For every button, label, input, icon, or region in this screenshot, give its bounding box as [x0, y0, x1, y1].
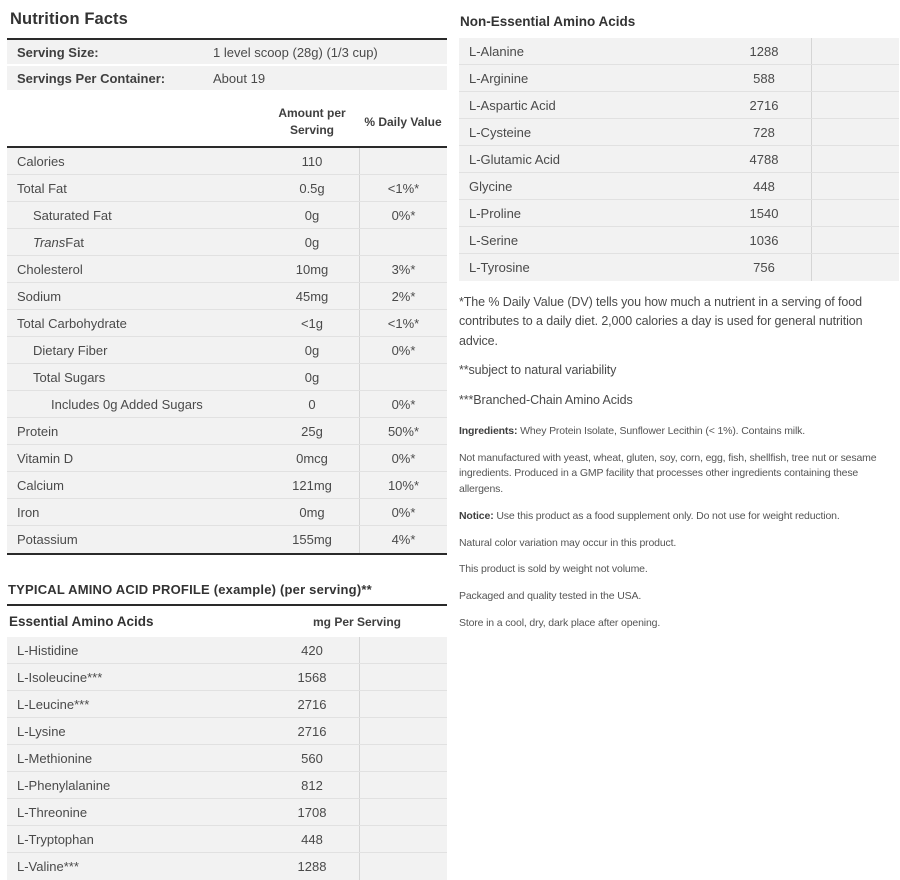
- storage-note: Store in a cool, dry, dark place after opening.: [459, 616, 661, 629]
- nutrient-amount: 0mg: [299, 504, 325, 520]
- nutrient-daily-value: 10%*: [359, 472, 447, 498]
- sold-by-weight-note: This product is sold by weight not volume.: [459, 563, 648, 576]
- nutrient-daily-value: 0%*: [359, 499, 447, 525]
- smallprint-section: [459, 424, 899, 632]
- nutrition-table-row: [7, 418, 447, 445]
- amino-acid-label: L-Phenylalanine: [17, 777, 111, 793]
- amino-acid-empty-cell: [811, 146, 899, 172]
- amino-acid-amount: 756: [753, 260, 775, 275]
- nutrient-label: Calories: [17, 153, 65, 169]
- non-essential-amino-row: [459, 254, 899, 281]
- essential-amino-header: Essential Amino Acids: [9, 614, 154, 629]
- amino-acid-empty-cell: [359, 799, 447, 825]
- packaged-usa-note: Packaged and quality tested in the USA.: [459, 590, 642, 603]
- nutrient-amount: 0g: [304, 234, 320, 250]
- nutrient-amount: 0g: [304, 207, 320, 223]
- amino-acid-amount: 560: [301, 750, 323, 766]
- amino-acid-empty-cell: [811, 92, 899, 118]
- nutrient-daily-value: 50%*: [359, 418, 447, 444]
- essential-amino-table: [7, 637, 447, 880]
- nutrient-daily-value: [359, 229, 447, 255]
- nutrient-daily-value: 2%*: [359, 283, 447, 309]
- non-essential-panel: [459, 8, 899, 880]
- essential-amino-row: [7, 826, 447, 853]
- essential-amino-header-row: [7, 606, 447, 637]
- nutrient-amount: 0.5g: [299, 180, 325, 196]
- amino-acid-amount: 2716: [749, 97, 779, 113]
- daily-value-footnote: *The % Daily Value (DV) tells you how much a nutrient in a serving of food contributes to a daily diet. 2,000 calories a day is used for general nutrition advice.: [459, 295, 863, 348]
- nutrient-daily-value: 4%*: [359, 526, 447, 553]
- amino-acid-label: L-Tryptophan: [17, 831, 94, 847]
- amino-acid-label: L-Alanine: [469, 43, 524, 59]
- amino-acid-amount: 420: [301, 642, 323, 658]
- nutrient-amount: 10mg: [295, 261, 329, 277]
- amino-acid-amount: 448: [301, 831, 323, 847]
- essential-amino-row: [7, 772, 447, 799]
- serving-info-value: 1 level scoop (28g) (1/3 cup): [213, 44, 378, 60]
- nutrient-amount: 0mcg: [296, 450, 328, 466]
- essential-amino-row: [7, 637, 447, 664]
- amino-acid-amount: 1708: [297, 804, 327, 820]
- notice-text: Use this product as a food supplement only. Do not use for weight reduction.: [493, 509, 840, 522]
- nutrient-daily-value: 0%*: [359, 445, 447, 471]
- amino-profile-title: TYPICAL AMINO ACID PROFILE (example) (per serving)**: [8, 582, 372, 597]
- nutrient-daily-value: 0%*: [359, 337, 447, 363]
- non-essential-amino-row: [459, 173, 899, 200]
- nutrient-label: Total Sugars: [33, 369, 106, 385]
- non-essential-amino-row: [459, 200, 899, 227]
- non-essential-amino-row: [459, 65, 899, 92]
- nutrient-label: Potassium: [17, 532, 78, 547]
- amino-acid-empty-cell: [359, 745, 447, 771]
- notice-label: Notice:: [459, 509, 494, 522]
- footnotes-section: [459, 293, 899, 410]
- amount-per-serving-header: [247, 105, 359, 140]
- amino-acid-label: L-Cysteine: [469, 124, 532, 140]
- bcaa-footnote: ***Branched-Chain Amino Acids: [459, 392, 633, 407]
- nutrient-amount: 45mg: [295, 288, 329, 304]
- amino-acid-label: L-Aspartic Acid: [469, 97, 556, 113]
- nutrition-table-row: [7, 175, 447, 202]
- amino-acid-label: L-Tyrosine: [469, 260, 530, 275]
- nutrition-table-row: [7, 202, 447, 229]
- color-variation-note: Natural color variation may occur in this product.: [459, 536, 677, 549]
- essential-amino-row: [7, 718, 447, 745]
- amino-acid-label: L-Proline: [469, 205, 522, 221]
- nutrient-daily-value: 3%*: [359, 256, 447, 282]
- amino-acid-empty-cell: [359, 691, 447, 717]
- daily-value-header: % Daily Value: [364, 115, 442, 129]
- nutrition-table-row: [7, 283, 447, 310]
- amino-acid-empty-cell: [811, 119, 899, 145]
- amino-acid-amount: 448: [753, 178, 775, 194]
- nutrient-daily-value: [359, 364, 447, 390]
- amount-per-serving-header-text: Amount per Serving: [278, 105, 346, 137]
- ingredients-text: Whey Protein Isolate, Sunflower Lecithin (< 1%). Contains milk.: [517, 424, 806, 437]
- nutrient-daily-value: 0%*: [359, 391, 447, 417]
- essential-amino-row: [7, 691, 447, 718]
- ingredients-paragraph: [459, 424, 899, 440]
- amino-acid-label: L-Serine: [469, 232, 519, 248]
- amino-acid-empty-cell: [811, 227, 899, 253]
- nutrition-table-row: [7, 337, 447, 364]
- amino-acid-label: L-Arginine: [469, 70, 529, 86]
- amino-acid-empty-cell: [359, 826, 447, 852]
- non-essential-amino-row: [459, 92, 899, 119]
- amino-acid-amount: 1036: [749, 232, 779, 248]
- nutrient-amount: 110: [301, 153, 323, 169]
- nutrient-label: Cholesterol: [17, 261, 83, 277]
- nutrient-label: Iron: [17, 504, 40, 520]
- nutrient-label: Total Carbohydrate: [17, 315, 127, 331]
- amino-acid-amount: 728: [753, 124, 775, 140]
- amino-acid-label: L-Glutamic Acid: [469, 151, 561, 167]
- amino-acid-amount: 812: [301, 777, 323, 793]
- nutrition-facts-panel: [7, 8, 447, 880]
- nutrition-table-row: [7, 364, 447, 391]
- non-essential-amino-row: [459, 119, 899, 146]
- amino-acid-amount: 1568: [297, 669, 327, 685]
- nutrition-table-row: [7, 229, 447, 256]
- nutrient-label: Sodium: [17, 288, 62, 304]
- amino-acid-label: L-Leucine***: [17, 696, 90, 712]
- amino-acid-amount: 1288: [749, 43, 779, 59]
- nutrient-amount: 25g: [301, 423, 323, 439]
- notice-paragraph: [459, 509, 899, 525]
- page-title: Nutrition Facts: [10, 10, 128, 28]
- nutrient-daily-value: [359, 148, 447, 174]
- amino-acid-amount: 4788: [749, 151, 779, 167]
- nutrient-daily-value: <1%*: [359, 175, 447, 201]
- non-essential-amino-row: [459, 227, 899, 254]
- essential-amino-row: [7, 745, 447, 772]
- nutrition-table-row: [7, 310, 447, 337]
- nutrient-label: Includes 0g Added Sugars: [51, 396, 203, 412]
- serving-info-row: [7, 66, 447, 92]
- nutrient-daily-value: <1%*: [359, 310, 447, 336]
- amino-acid-label: L-Lysine: [17, 723, 66, 739]
- nutrient-label: Saturated Fat: [33, 207, 112, 223]
- amino-acid-empty-cell: [811, 65, 899, 91]
- nutrient-label: Trans Fat: [33, 234, 85, 250]
- amino-acid-label: L-Valine***: [17, 859, 79, 874]
- nutrient-amount: 0g: [304, 342, 320, 358]
- nutrition-table-row: [7, 445, 447, 472]
- bottom-rule: [7, 553, 447, 555]
- amino-acid-empty-cell: [359, 772, 447, 798]
- nutrient-daily-value: 0%*: [359, 202, 447, 228]
- amino-acid-label: L-Methionine: [17, 750, 93, 766]
- serving-info-label: Servings Per Container:: [17, 70, 166, 86]
- nutrition-table-row: [7, 256, 447, 283]
- nutrition-table: [7, 148, 447, 553]
- nutrient-amount: 0g: [304, 369, 320, 385]
- nutrient-amount: 121mg: [292, 477, 332, 493]
- amino-acid-empty-cell: [359, 718, 447, 744]
- ingredients-label: Ingredients:: [459, 424, 518, 437]
- nutrition-table-row: [7, 148, 447, 175]
- amino-acid-empty-cell: [811, 173, 899, 199]
- amino-acid-label: L-Threonine: [17, 804, 88, 820]
- nutrition-table-row: [7, 391, 447, 418]
- nutrient-label: Total Fat: [17, 180, 67, 196]
- nutrition-table-row: [7, 526, 447, 553]
- essential-amino-row: [7, 799, 447, 826]
- nutrition-column-headers: [7, 92, 447, 146]
- amino-acid-amount: 588: [753, 70, 775, 86]
- serving-info-value: About 19: [213, 70, 266, 86]
- nutrient-amount: <1g: [300, 315, 324, 331]
- nutrient-label: Dietary Fiber: [33, 342, 108, 358]
- nutrient-amount: 155mg: [292, 532, 332, 547]
- nutrient-label: Calcium: [17, 477, 64, 493]
- amino-acid-label: L-Histidine: [17, 642, 79, 658]
- serving-info-table: [7, 40, 447, 92]
- amino-acid-empty-cell: [811, 38, 899, 64]
- amino-acid-amount: 2716: [297, 723, 327, 739]
- essential-amino-row: [7, 664, 447, 691]
- nutrient-amount: 0: [308, 396, 316, 412]
- amino-acid-empty-cell: [811, 254, 899, 281]
- amino-acid-empty-cell: [359, 853, 447, 880]
- mg-per-serving-header: mg Per Serving: [312, 614, 402, 629]
- non-essential-amino-header: Non-Essential Amino Acids: [460, 14, 636, 29]
- amino-acid-label: L-Isoleucine***: [17, 669, 103, 685]
- amino-acid-amount: 1288: [297, 859, 327, 874]
- amino-acid-label: Glycine: [469, 178, 513, 194]
- non-essential-amino-row: [459, 146, 899, 173]
- amino-acid-empty-cell: [811, 200, 899, 226]
- allergen-paragraph: Not manufactured with yeast, wheat, gluten, soy, corn, egg, fish, shellfish, tree nut or sesame ingredients. Produced in a GMP facility that processes other ingredients containing these allergens.: [459, 451, 877, 496]
- nutrition-table-row: [7, 472, 447, 499]
- amino-acid-amount: 2716: [297, 696, 327, 712]
- non-essential-amino-row: [459, 38, 899, 65]
- nutrition-table-row: [7, 499, 447, 526]
- amino-acid-amount: 1540: [749, 205, 779, 221]
- non-essential-amino-table: [459, 38, 899, 281]
- variability-footnote: **subject to natural variability: [459, 363, 617, 378]
- serving-info-label: Serving Size:: [17, 44, 99, 60]
- amino-acid-empty-cell: [359, 637, 447, 663]
- essential-amino-row: [7, 853, 447, 880]
- nutrient-label: Protein: [17, 423, 59, 439]
- amino-acid-empty-cell: [359, 664, 447, 690]
- serving-info-row: [7, 40, 447, 66]
- nutrient-label: Vitamin D: [17, 450, 74, 466]
